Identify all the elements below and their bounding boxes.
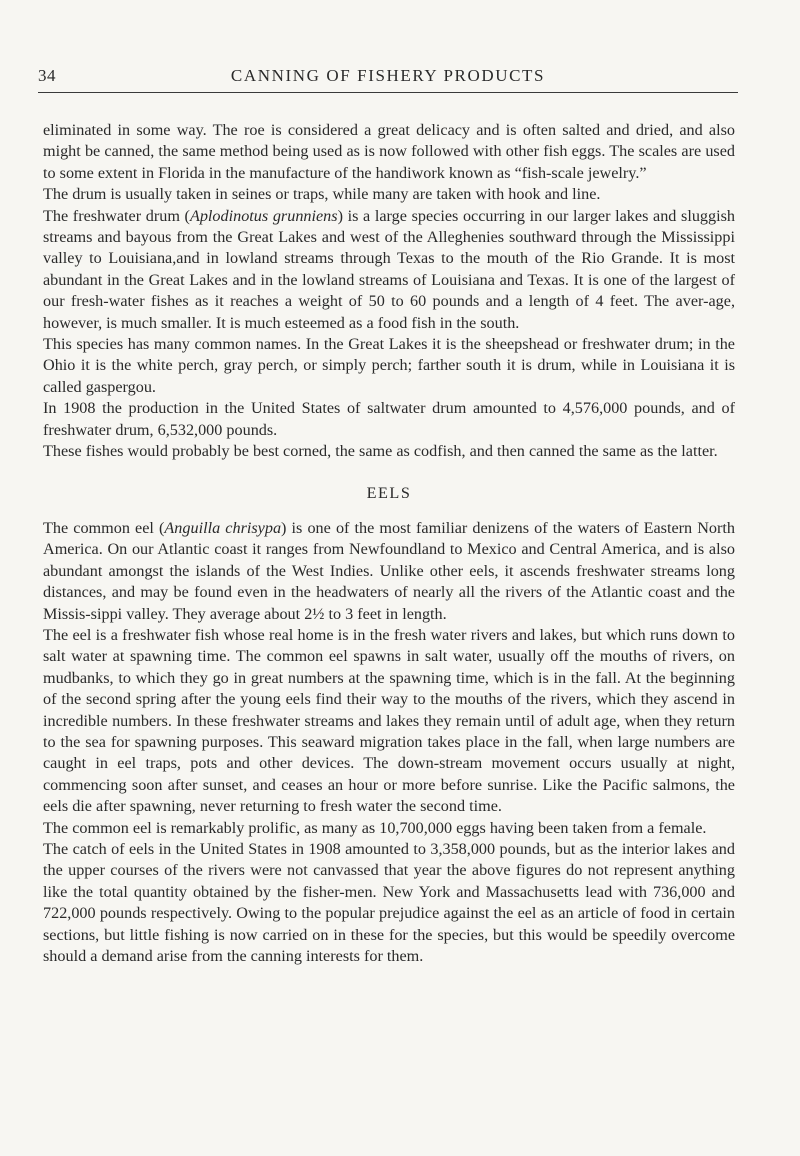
paragraph-drum-production: In 1908 the production in the United States of saltwater drum amounted to 4,576,000 pounds, and of freshwater drum, 6,532,000 pounds. (43, 399, 735, 439)
paragraph-common-eel (43, 518, 735, 625)
paragraph-eel-prolific: The common eel is remarkably prolific, as many as 10,700,000 eggs having been taken from a female. (43, 818, 707, 837)
page-header (38, 66, 738, 93)
section-heading-eels: EELS (366, 483, 412, 502)
paragraph-freshwater-drum-rest: ) is a large species occurring in our larger lakes and sluggish streams and bayous from the Great Lakes and west of the Alleghenies southward through the Mississippi valley to Louisiana,and in lowland streams through Texas to the mouth of the Rio Grande. It is most abundant in the Great Lakes and in the lowland streams of Louisiana and Texas. It is one of the largest of our fresh-water fishes as it reaches a weight of 50 to 60 pounds and a length of 4 feet. The aver-age, however, is much smaller. It is much esteemed as a food fish in the south. (43, 206, 736, 332)
paragraph-eel-migration: The eel is a freshwater fish whose real home is in the fresh water rivers and lakes, but which runs down to salt water at spawning time. The common eel spawns in salt water, usually off the mouths of rivers, on mudbanks, to which they go in great numbers at the spawning time, which is in the fall. At the beginning of the second spring after the young eels find their way to the mouths of the rivers, which they ascend in incredible numbers. In these freshwater streams and lakes they remain until of adult age, when they return to the sea for spawning purposes. This seaward migration takes place in the fall, when large numbers are caught in eel traps, pots and other devices. The down-stream movement occurs usually at night, commencing soon after sunset, and ceases an hour or more before sunrise. Like the Pacific salmons, the eels die after spawning, never returning to fresh water the second time. (43, 625, 735, 816)
paragraph-roe-and-scales: eliminated in some way. The roe is considered a great delicacy and is often salted and dried, and also might be canned, the same method being used as is now followed with other fish eggs. The scales are used to some extent in Florida in the manufacture of the handiwork known as “fish-scale jewelry.” (43, 121, 735, 182)
page-body (43, 120, 735, 967)
paragraph-freshwater-drum (43, 206, 735, 334)
running-head: CANNING OF FISHERY PRODUCTS (230, 66, 546, 85)
scientific-name-anguilla: Anguilla chrisypa (164, 518, 282, 537)
paragraph-common-eel-rest: ) is one of the most familiar denizens of the waters of Eastern North America. On our Atlantic coast it ranges from Newfoundland to Mexico and Central America, and is also abundant amongst the islands of the West Indies. Unlike other eels, it ascends freshwater streams long distances, and may be found even in the headwaters of nearly all the rivers of the Atlantic coast and the Missis-sippi valley. They average about 2½ to 3 feet in length. (43, 518, 735, 623)
paragraph-freshwater-drum-start: The freshwater drum ( (43, 206, 190, 225)
paragraph-eel-catch: The catch of eels in the United States in 1908 amounted to 3,358,000 pounds, but as the interior lakes and the upper courses of the rivers were not canvassed that year the above figures do not represent anything like the total quantity obtained by the fisher-men. New York and Massachusetts lead with 736,000 and 722,000 pounds respectively. Owing to the popular prejudice against the eel as an article of food in certain sections, but little fishing is now carried on in these for the species, but this would be speedily overcome should a demand arise from the canning interests for them. (43, 840, 735, 966)
paragraph-drum-canning: These fishes would probably be best corned, the same as codfish, and then canned the same as the latter. (43, 442, 718, 461)
page-number: 34 (38, 66, 56, 85)
paragraph-common-eel-start: The common eel ( (43, 518, 165, 537)
paragraph-drum-capture: The drum is usually taken in seines or traps, while many are taken with hook and line. (43, 185, 601, 204)
paragraph-common-names: This species has many common names. In the Great Lakes it is the sheepshead or freshwater drum; in the Ohio it is the white perch, gray perch, or simply perch; farther south it is drum, while in Louisiana it is called gaspergou. (43, 335, 735, 396)
scientific-name-aplodinotus: Aplodinotus grunniens (189, 206, 338, 225)
